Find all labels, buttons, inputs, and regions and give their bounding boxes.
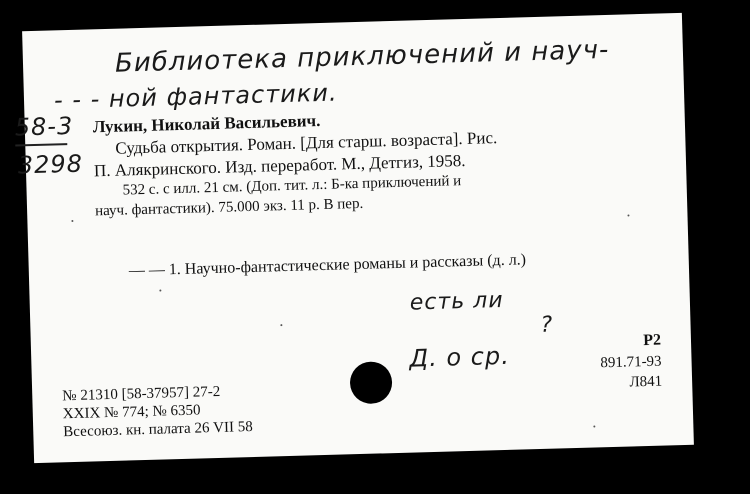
ink-speck	[627, 214, 629, 216]
subject-entry: — — 1. Научно-фантастические романы и рассказы (д. л.)	[128, 251, 527, 280]
punch-hole	[349, 361, 392, 404]
udc-code: 891.71-93	[600, 353, 662, 372]
ink-speck	[71, 220, 73, 222]
classification-code: Р2	[642, 331, 662, 350]
author-mark: Л841	[629, 373, 663, 391]
ink-speck	[159, 290, 161, 292]
author-heading: Лукин, Николай Васильевич.	[92, 111, 321, 137]
handwritten-note-2: Д. о ср.	[408, 341, 511, 373]
title-line-1: Судьба открытия. Роман. [Для старш. возраста]. Рис.	[115, 128, 498, 158]
collation-line-1: 532 с. с илл. 21 см. (Доп. тит. л.: Б-ка приключений и	[122, 173, 462, 199]
collation-line-2: науч. фантастики). 75.000 экз. 11 р. В пер.	[94, 195, 364, 220]
shelfmark-bottom: 3298	[17, 149, 84, 180]
title-line-2: П. Алякринского. Изд. переработ. М., Детгиз, 1958.	[93, 150, 466, 181]
shelfmark-top: 58-3	[14, 111, 74, 142]
handwritten-question-mark: ?	[540, 312, 554, 338]
catalog-card	[14, 13, 694, 463]
ink-speck	[593, 425, 595, 427]
handwritten-note-1: есть ли	[409, 287, 504, 316]
registry-line: XXIX № 774; № 6350	[62, 402, 201, 423]
ink-speck	[280, 324, 282, 326]
shelfmark-divider	[15, 143, 67, 146]
chamber-date-line: Всесоюз. кн. палата 26 VII 58	[63, 419, 253, 441]
series-handwritten-line1: Библиотека приключений и науч-	[114, 34, 610, 79]
record-number-line: № 21310 [58-37957] 27-2	[62, 383, 221, 405]
series-handwritten-line2: - - - ной фантастики.	[53, 78, 338, 115]
